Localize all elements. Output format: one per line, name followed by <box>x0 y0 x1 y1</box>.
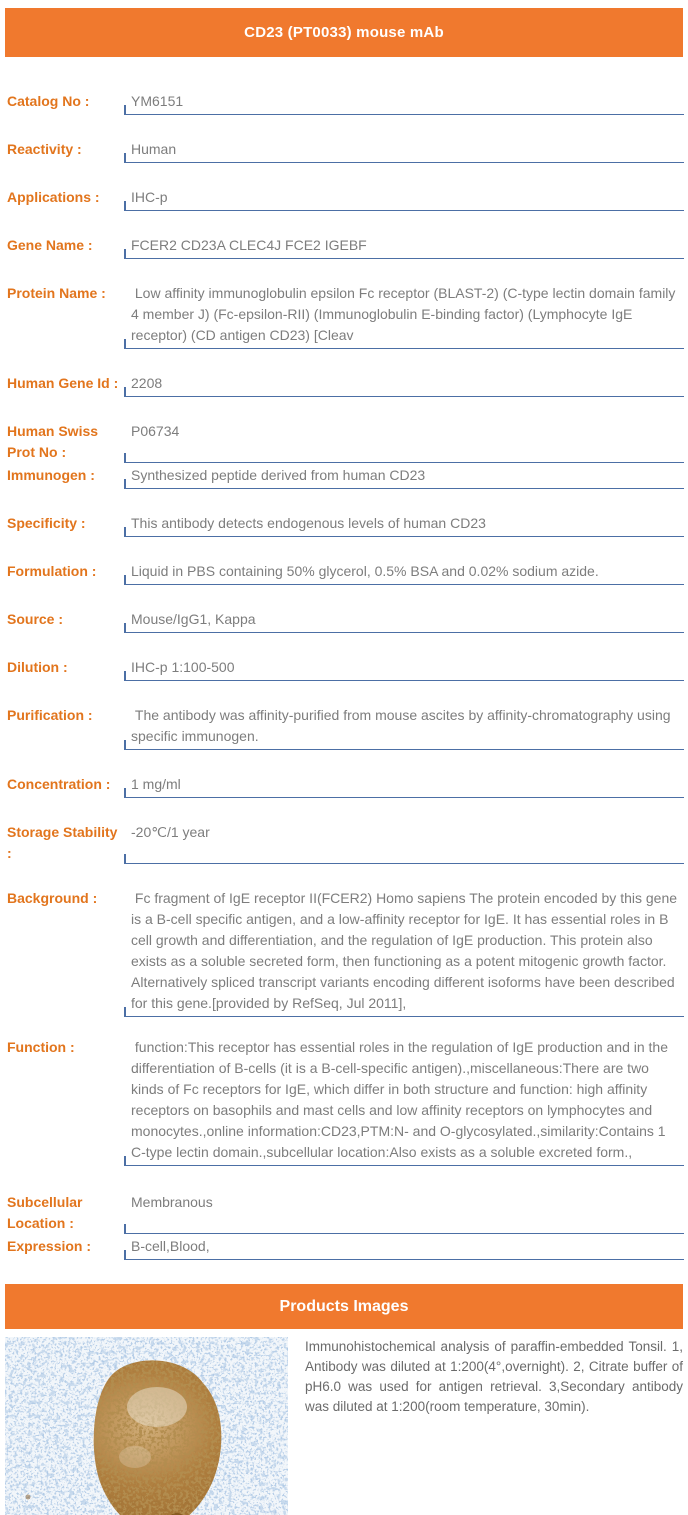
products-images-bar <box>5 1284 683 1329</box>
field-label: Protein Name : <box>7 285 106 301</box>
field-row <box>5 609 684 633</box>
field-row <box>5 139 684 163</box>
ihc-stain-graphic <box>5 1337 288 1515</box>
field-value: -20℃/1 year <box>124 822 684 864</box>
ihc-tissue-image <box>5 1337 288 1515</box>
field-value: Synthesized peptide derived from human CD23 <box>124 465 684 489</box>
field-row <box>5 705 684 750</box>
field-value: function:This receptor has essential roles in the regulation of IgE production and in the differentiation of B-cells (it is a B-cell-specific antigen).,miscellaneous:There are two kinds of Fc receptors for IgE, which differ in both structure and function: high affinity receptors on basophils and mast cells and low affinity receptors on lymphocytes and monocytes.,online information:CD23,PTM:N- and O-glycosylated.,similarity:Contains 1 C-type lectin domain.,subcellular location:Also exists as a soluble excreted form., <box>124 1037 684 1166</box>
field-row <box>5 465 684 489</box>
field-value: This antibody detects endogenous levels of human CD23 <box>124 513 684 537</box>
field-row <box>5 373 684 397</box>
field-row <box>5 774 684 798</box>
field-label: Reactivity : <box>7 141 82 157</box>
field-row <box>5 1037 684 1166</box>
field-label: Gene Name : <box>7 237 93 253</box>
field-value: Membranous <box>124 1192 684 1234</box>
product-image-description: Immunohistochemical analysis of paraffin-embedded Tonsil. 1, Antibody was diluted at 1:200(4°,overnight). 2, Citrate buffer of pH6.0 was used for antigen retrieval. 3,Secondary antibody was diluted at 1:200(room temperature, 30min). <box>305 1339 683 1414</box>
field-row <box>5 822 684 864</box>
field-value: Liquid in PBS containing 50% glycerol, 0.5% BSA and 0.02% sodium azide. <box>124 561 684 585</box>
field-label: Formulation : <box>7 563 97 579</box>
field-label: Dilution : <box>7 659 68 675</box>
field-value: YM6151 <box>124 91 684 115</box>
field-value: Low affinity immunoglobulin epsilon Fc receptor (BLAST-2) (C-type lectin domain family 4 member J) (Fc-epsilon-RII) (Immunoglobulin E-binding factor) (Lymphocyte IgE receptor) (CD antigen CD23) [Cleav <box>124 283 684 349</box>
field-label: Background : <box>7 890 98 906</box>
field-row <box>5 283 684 349</box>
field-value: Mouse/IgG1, Kappa <box>124 609 684 633</box>
products-body <box>5 1337 684 1515</box>
field-row <box>5 187 684 211</box>
field-label: Human Gene Id : <box>7 375 119 391</box>
field-value: P06734 <box>124 421 684 463</box>
field-row <box>5 1236 684 1260</box>
field-row <box>5 657 684 681</box>
field-row <box>5 235 684 259</box>
field-label: Catalog No : <box>7 93 90 109</box>
field-label: Function : <box>7 1039 75 1055</box>
field-label: Immunogen : <box>7 467 95 483</box>
field-label: Expression : <box>7 1238 92 1254</box>
field-value: IHC-p 1:100-500 <box>124 657 684 681</box>
field-label: Subcellular Location : <box>7 1194 83 1231</box>
field-value: B-cell,Blood, <box>124 1236 684 1260</box>
field-row <box>5 91 684 115</box>
field-value: Human <box>124 139 684 163</box>
fields <box>5 91 684 1260</box>
field-row <box>5 1192 684 1234</box>
field-value: 1 mg/ml <box>124 774 684 798</box>
field-row <box>5 513 684 537</box>
product-title-bar <box>5 8 683 57</box>
field-value: IHC-p <box>124 187 684 211</box>
field-label: Source : <box>7 611 64 627</box>
field-value: 2208 <box>124 373 684 397</box>
field-value: Fc fragment of IgE receptor II(FCER2) Homo sapiens The protein encoded by this gene is a B-cell specific antigen, and a low-affinity receptor for IgE. It has essential roles in B cell growth and differentiation, and the regulation of IgE production. This protein also exists as a soluble secreted form, then functioning as a potent mitogenic growth factor. Alternatively spliced transcript variants encoding different isoforms have been described for this gene.[provided by RefSeq, Jul 2011], <box>124 888 684 1017</box>
field-label: Applications : <box>7 189 100 205</box>
product-title: CD23 (PT0033) mouse mAb <box>244 24 444 41</box>
field-row <box>5 888 684 1017</box>
field-row <box>5 561 684 585</box>
field-label: Purification : <box>7 707 93 723</box>
field-value: FCER2 CD23A CLEC4J FCE2 IGEBF <box>124 235 684 259</box>
field-row <box>5 421 684 463</box>
field-label: Concentration : <box>7 776 111 792</box>
field-value: The antibody was affinity-purified from mouse ascites by affinity-chromatography using specific immunogen. <box>124 705 684 750</box>
field-label: Storage Stability : <box>7 824 118 861</box>
field-label: Human Swiss Prot No : <box>7 423 99 460</box>
products-images-title: Products Images <box>279 1297 409 1315</box>
field-label: Specificity : <box>7 515 86 531</box>
